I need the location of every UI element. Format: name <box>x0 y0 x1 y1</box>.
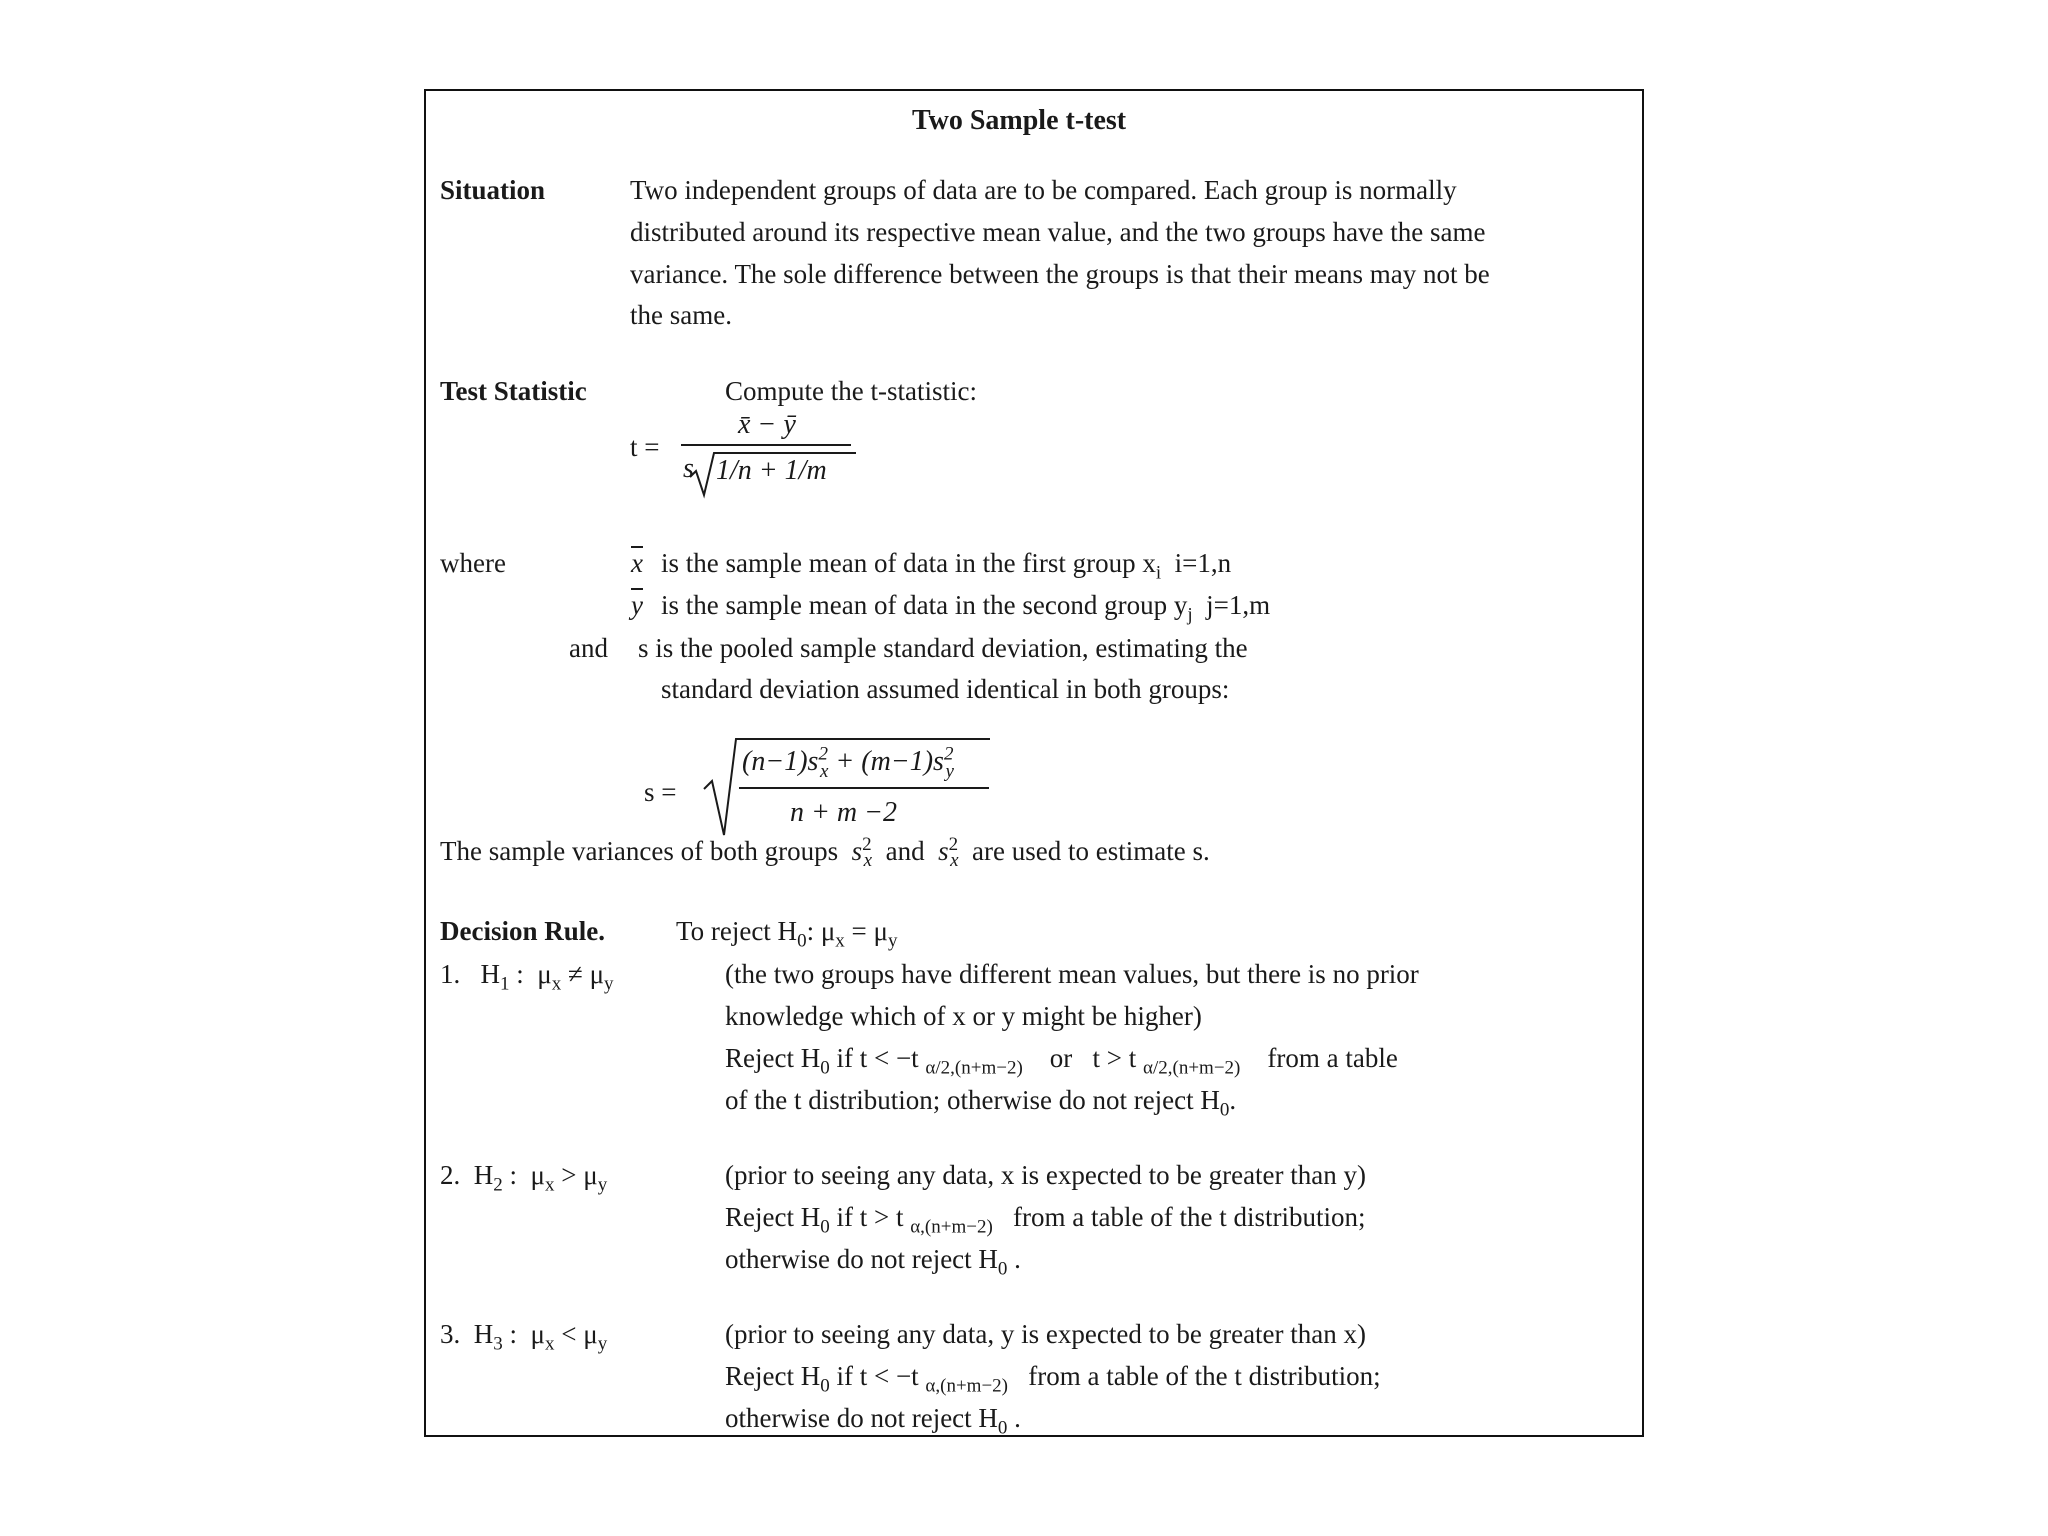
and-label: and <box>569 633 608 663</box>
rule-3-hypothesis: 3. $H_3$ : $\mu_x < \mu_y$ <box>440 1319 608 1355</box>
s-denominator: n + m −2 <box>790 797 898 828</box>
s-numerator: $(n-1)s^2_x + (m-1)s^2_y$ <box>742 743 954 782</box>
decision-rule-label: Decision Rule. <box>440 916 605 946</box>
rule-3-desc-1: (prior to seeing any data, y is expected to be greater than x) <box>725 1319 1366 1349</box>
t-equals: t = <box>630 432 660 462</box>
test-statistic-intro: Compute the t-statistic: <box>725 376 977 406</box>
s-fraction-bar <box>739 787 989 789</box>
s-definition-line-1: s is the pooled sample standard deviation, estimating the <box>638 633 1248 663</box>
sample-variances-note: The sample variances of both groups $s^2_x$ and $s^2_x$ are used to estimate s. <box>440 834 1210 872</box>
rule-3-reject: Reject $H_0$ if t < −t $_{\alpha,(n+m-2)}$ from a table of the t distribution; <box>725 1361 1381 1397</box>
rule-3-last: otherwise do not reject $H_0$ . <box>725 1403 1021 1439</box>
rule-2-last: otherwise do not reject $H_0$ . <box>725 1244 1021 1280</box>
where-label: where <box>440 548 506 578</box>
rule-2-reject: Reject $H_0$ if t > t $_{\alpha,(n+m-2)}$ from a table of the t distribution; <box>725 1202 1366 1238</box>
rule-1-last: of the t distribution; otherwise do not reject $H_0$. <box>725 1085 1237 1121</box>
rule-1-hypothesis: 1. $H_1$ : $\mu_x \ne \mu_y$ <box>440 959 614 995</box>
document-frame <box>424 89 1644 1437</box>
situation-line-2: distributed around its respective mean value, and the two groups have the same <box>630 217 1486 247</box>
ybar-symbol: $\overline{y}$ <box>631 590 643 620</box>
situation-line-3: variance. The sole difference between the groups is that their means may not be <box>630 259 1490 289</box>
rule-1-reject: Reject $H_0$ if t < −t $_{\alpha/2,(n+m-2)}$ or t > t $_{\alpha/2,(n+m-2)}$ from a table <box>725 1043 1398 1079</box>
t-denominator-radicand: 1/n + 1/m <box>716 455 827 486</box>
xbar-symbol: $\overline{x}$ <box>631 548 643 578</box>
situation-label: Situation <box>440 175 546 205</box>
t-fraction-bar <box>681 444 851 446</box>
rule-2-hypothesis: 2. $H_2$ : $\mu_x > \mu_y$ <box>440 1160 608 1196</box>
situation-line-4: the same. <box>630 300 732 330</box>
situation-line-1: Two independent groups of data are to be compared. Each group is normally <box>630 175 1457 205</box>
s-definition-line-2: standard deviation assumed identical in both groups: <box>661 674 1230 704</box>
ybar-definition: is the sample mean of data in the second group $y_j$ j=1,m <box>661 590 1271 626</box>
rule-1-desc-2: knowledge which of x or y might be higher) <box>725 1001 1202 1031</box>
page-title: Two Sample t-test <box>912 105 1127 136</box>
t-numerator: x̄ − ȳ <box>738 409 796 440</box>
xbar-definition: is the sample mean of data in the first group $x_i$ i=1,n <box>661 548 1232 584</box>
rule-2-desc-1: (prior to seeing any data, x is expected to be greater than y) <box>725 1160 1366 1190</box>
decision-rule-null: To reject $H_0$: $\mu_x = \mu_y$ <box>676 916 898 952</box>
rule-1-desc-1: (the two groups have different mean values, but there is no prior <box>725 959 1419 989</box>
test-statistic-label: Test Statistic <box>440 376 587 406</box>
t-denominator-s: s <box>683 453 694 484</box>
s-equals: s = <box>644 777 677 807</box>
